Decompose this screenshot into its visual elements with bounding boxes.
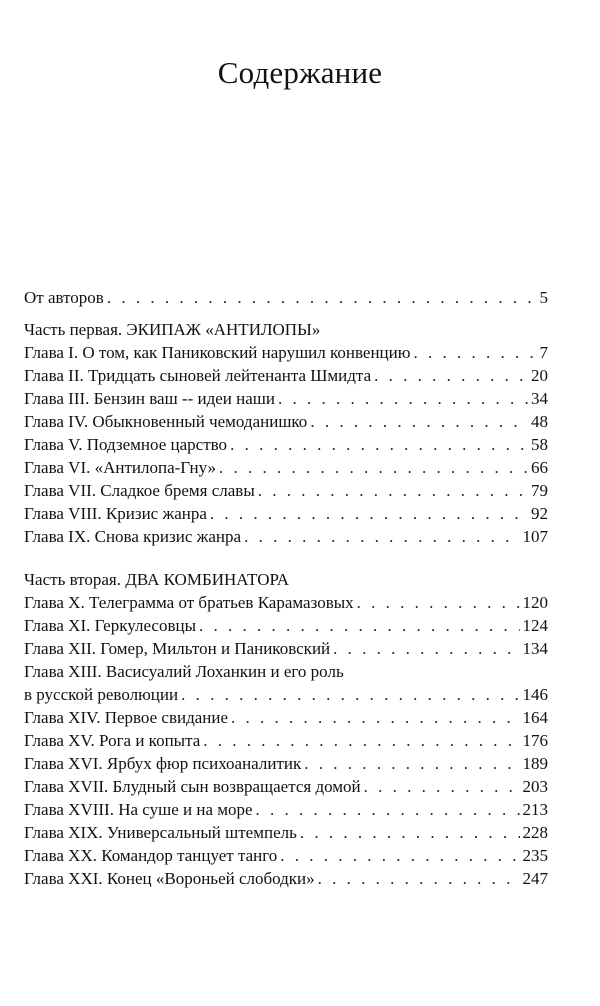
toc-entry-chapter[interactable] [24,844,548,867]
toc-entry-label: Глава XVII. Блудный сын возвращается домой [24,777,361,796]
toc-entry-label: Глава VI. «Антилопа-Гну» [24,458,217,477]
toc-entry-chapter[interactable] [24,706,548,729]
toc-entry-label: Глава I. О том, как Паниковский нарушил конвенцию [24,343,411,362]
toc-entry-page: 213 [522,800,548,819]
toc-entry-chapter-multiline[interactable] [24,660,548,706]
toc-entry-label: Глава IV. Обыкновенный чемоданишко [24,412,308,431]
dot-leader [357,591,520,614]
toc-entry-label: Глава X. Телеграмма от братьев Карамазовых [24,593,354,612]
dot-leader [210,502,528,525]
toc-entry-page: 7 [539,343,548,362]
toc-entry-label: Глава II. Тридцать сыновей лейтенанта Шмидта [24,366,372,385]
toc-entry-chapter[interactable] [24,729,548,752]
dot-leader [278,387,528,410]
toc-entry-label: От авторов [24,288,104,307]
page-title: Содержание [217,55,383,90]
dot-leader [258,479,528,502]
dot-leader [318,867,520,890]
dot-leader [300,821,520,844]
toc-entry-page: 58 [531,435,548,454]
toc-entry-label: Глава XVI. Ярбух фюр психоаналитик [24,754,302,773]
toc-entry-page: 189 [522,754,548,773]
toc-entry-label-continued: в русской революции [24,685,179,704]
toc-entry-label: Глава XI. Геркулесовцы [24,616,197,635]
toc-entry-label: Глава XIX. Универсальный штемпель [24,823,297,842]
toc-entry-chapter[interactable] [24,341,548,364]
toc-entry-page: 5 [539,288,548,307]
toc-entry-page: 66 [531,458,548,477]
dot-leader [364,775,520,798]
toc-entry-chapter[interactable] [24,479,548,502]
toc-entry-page: 164 [522,708,548,727]
toc-entry-page: 176 [522,731,548,750]
toc-entry-label: Глава XV. Рога и копыта [24,731,201,750]
dot-leader [219,456,528,479]
toc-entry-chapter[interactable] [24,591,548,614]
toc-entry-chapter[interactable] [24,614,548,637]
toc-entry-page: 34 [531,389,548,408]
toc-entry-page: 228 [522,823,548,842]
dot-leader [280,844,519,867]
toc-entry-chapter[interactable] [24,364,548,387]
toc-entry-page: 134 [522,639,548,658]
toc-entry-page: 92 [531,504,548,523]
toc-entry-page: 247 [522,869,548,888]
toc-entry-label: Глава V. Подземное царство [24,435,228,454]
dot-leader [310,410,528,433]
toc-entry-chapter[interactable] [24,525,548,548]
toc-entry-page: 235 [522,846,548,865]
toc-entry-label: Глава XVIII. На суше и на море [24,800,253,819]
table-of-contents [24,286,548,890]
toc-entry-chapter[interactable] [24,867,548,890]
toc-entry-label: Глава XIV. Первое свидание [24,708,229,727]
toc-entry-chapter[interactable] [24,387,548,410]
dot-leader [199,614,519,637]
toc-entry-label: Глава VIII. Кризис жанра [24,504,207,523]
dot-leader [374,364,528,387]
dot-leader [107,286,537,309]
toc-entry-label: Глава VII. Сладкое бремя славы [24,481,255,500]
toc-entry-page: 124 [522,616,548,635]
dot-leader [413,341,536,364]
toc-entry-label: Глава XXI. Конец «Вороньей слободки» [24,869,315,888]
dot-leader [333,637,519,660]
toc-entry-chapter[interactable] [24,456,548,479]
dot-leader [181,683,519,706]
dot-leader [244,525,519,548]
toc-entry-chapter[interactable] [24,502,548,525]
toc-entry-chapter[interactable] [24,798,548,821]
part-heading-2: Часть вторая. ДВА КОМБИНАТОРА [24,570,290,589]
toc-entry-chapter[interactable] [24,752,548,775]
toc-entry-chapter[interactable] [24,637,548,660]
toc-entry-page: 20 [531,366,548,385]
dot-leader [304,752,519,775]
toc-entry-label: Глава IX. Снова кризис жанра [24,527,242,546]
dot-leader [230,433,528,456]
toc-entry-label: Глава XIII. Васисуалий Лоханкин и его роль [24,662,344,681]
toc-entry-page: 107 [522,527,548,546]
toc-entry-label: Глава XII. Гомер, Мильтон и Паниковский [24,639,331,658]
dot-leader [256,798,520,821]
toc-entry-preface[interactable] [24,286,548,309]
toc-entry-page: 48 [531,412,548,431]
toc-entry-page: 146 [522,685,548,704]
toc-entry-chapter[interactable] [24,821,548,844]
dot-leader [203,729,519,752]
toc-entry-label: Глава III. Бензин ваш -- идеи наши [24,389,275,408]
toc-entry-chapter[interactable] [24,775,548,798]
toc-entry-page: 79 [531,481,548,500]
toc-entry-chapter[interactable] [24,433,548,456]
toc-entry-page: 120 [522,593,548,612]
toc-entry-page: 203 [522,777,548,796]
toc-entry-chapter[interactable] [24,410,548,433]
dot-leader [231,706,519,729]
toc-entry-label: Глава XX. Командор танцует танго [24,846,278,865]
part-heading-1: Часть первая. ЭКИПАЖ «АНТИЛОПЫ» [24,320,321,339]
